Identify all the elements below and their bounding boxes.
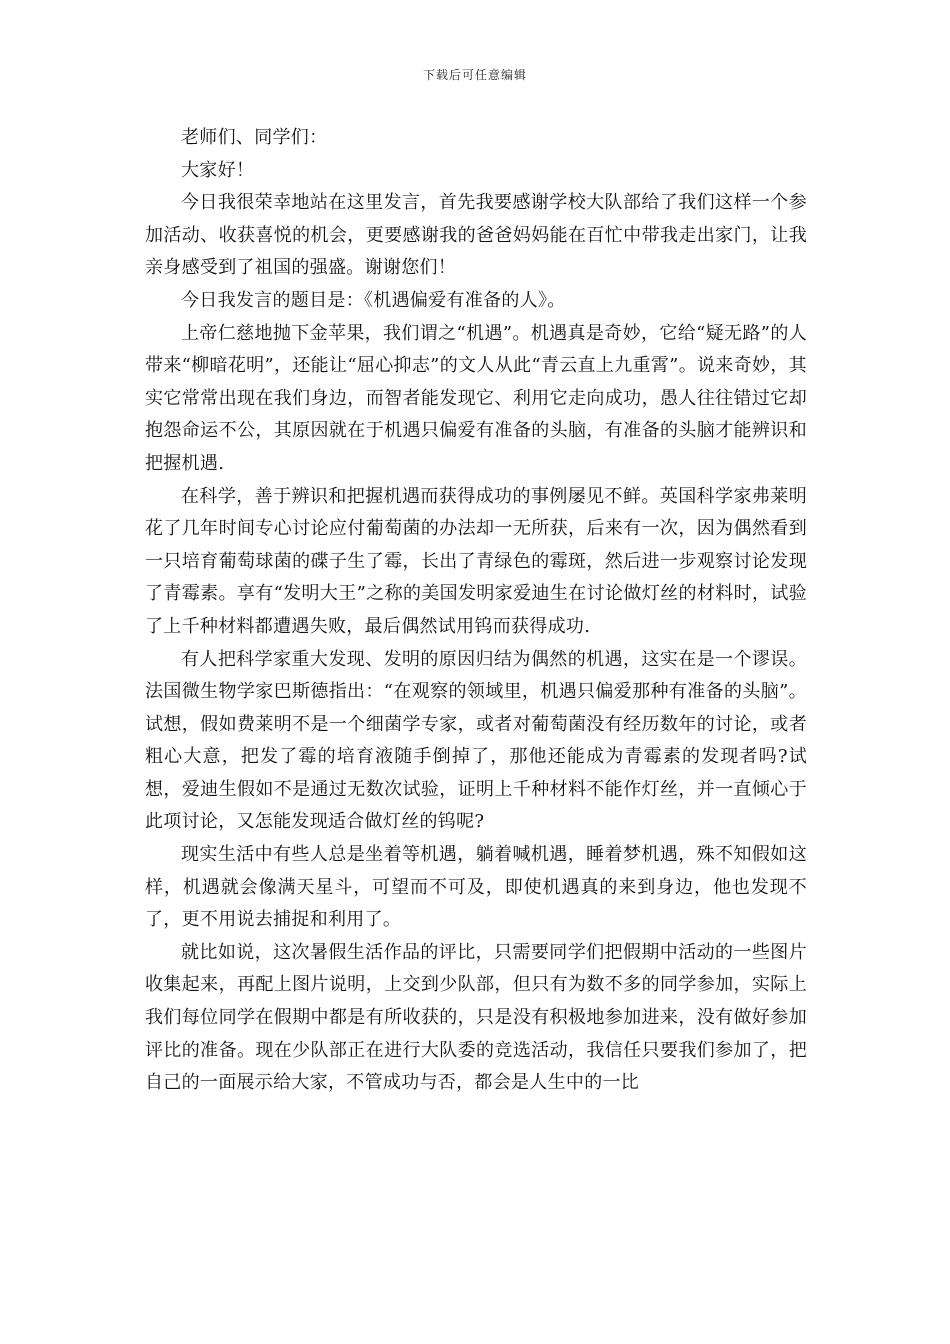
speech-body (145, 122, 807, 1100)
paragraph-real-life: 现实生活中有些人总是坐着等机遇，躺着喊机遇，睡着梦机遇，殊不知假如这样，机遇就会像满天星斗，可望而不可及，即使机遇真的来到身边，他也发现不了，更不用说去捕捉和利用了。 (145, 844, 807, 931)
paragraph-science-examples: 在科学，善于辨识和把握机遇而获得成功的事例屡见不鲜。英国科学家弗莱明花了几年时间专心讨论应付葡萄菌的办法却一无所获，后来有一次，因为偶然看到一只培育葡萄球菌的碟子生了霉，长出了青绿色的霉斑，然后进一步观察讨论发现了青霉素。享有“发明大王”之称的美国发明家爱迪生在讨论做灯丝的材料时，试验了上千种材料都遭遇失败，最后偶然试用钨而获得成功. (145, 485, 807, 637)
paragraph-topic: 今日我发言的题目是：《机遇偏爱有准备的人》。 (181, 289, 566, 311)
paragraph-summer-example: 就比如说，这次暑假生活作品的评比，只需要同学们把假期中活动的一些图片收集起来，再配上图片说明，上交到少队部，但只有为数不多的同学参加，实际上我们每位同学在假期中都是有所收获的，只是没有积极地参加进来，没有做好参加评比的准备。现在少队部正在进行大队委的竞选活动，我信任只要我们参加了，把自己的一面展示给大家，不管成功与否，都会是人生中的一比 (145, 941, 807, 1094)
paragraph-salutation: 老师们、同学们： (181, 127, 328, 148)
paragraph-pasteur: 有人把科学家重大发现、发明的原因归结为偶然的机遇，这实在是一个谬误。法国微生物学家巴斯德指出：“在观察的领域里，机遇只偏爱那种有准备的头脑”。试想，假如费莱明不是一个细菌学专家，或者对葡萄菌没有经历数年的讨论，或者粗心大意，把发了霉的培育液随手倒掉了，那他还能成为青霉素的发现者吗?试想，爱迪生假如不是通过无数次试验，证明上千种材料不能作灯丝，并一直倾心于此项讨论，又怎能发现适合做灯丝的钨呢? (145, 648, 807, 833)
paragraph-greeting: 大家好！ (181, 159, 255, 181)
header-note: 下载后可任意编辑 (422, 68, 527, 82)
paragraph-opportunity: 上帝仁慈地抛下金苹果，我们谓之“机遇”。机遇真是奇妙，它给“疑无路”的人带来“柳暗花明”，还能让“屈心抑志”的文人从此“青云直上九重霄”。说来奇妙，其实它常常出现在我们身边，而智者能发现它、利用它走向成功，愚人往往错过它却抱怨命运不公，其原因就在于机遇只偏爱有准备的头脑，有准备的头脑才能辨识和把握机遇. (145, 322, 807, 474)
paragraph-thanks: 今日我很荣幸地站在这里发言，首先我要感谢学校大队部给了我们这样一个参加活动、收获喜悦的机会，更要感谢我的爸爸妈妈能在百忙中带我走出家门，让我亲身感受到了祖国的强盛。谢谢您们！ (145, 192, 807, 279)
